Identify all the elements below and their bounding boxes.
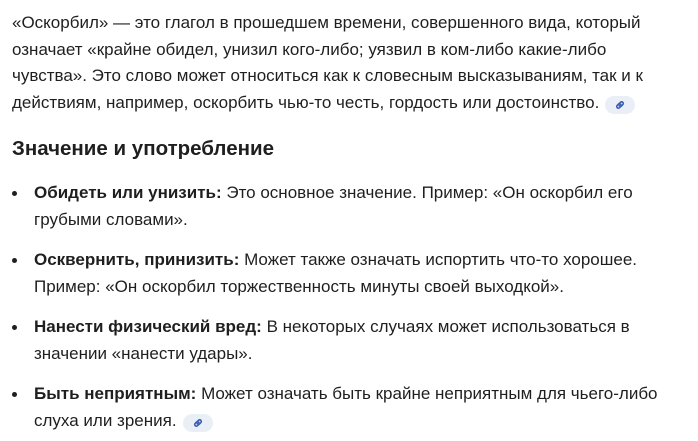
list-item [12, 381, 684, 434]
link-icon [192, 417, 204, 429]
source-link-button[interactable] [605, 96, 635, 114]
item-text: В некоторых случаях может использоваться в значении «нанести удары». [34, 317, 630, 363]
meaning-list [12, 180, 684, 434]
section-heading: Значение и употребление [12, 137, 274, 160]
list-item [12, 314, 684, 367]
item-term: Быть неприятным: [34, 384, 197, 403]
link-icon [614, 99, 626, 111]
item-term: Обидеть или унизить: [34, 183, 222, 202]
intro-paragraph [12, 10, 684, 116]
item-text: Может означать быть крайне неприятным для чьего-либо слуха или зрения. [34, 384, 658, 430]
item-term: Нанести физический вред: [34, 317, 262, 336]
bullet-dot [12, 392, 17, 397]
bullet-dot [12, 258, 17, 263]
bullet-dot [12, 191, 17, 196]
list-item [12, 180, 684, 233]
bullet-dot [12, 325, 17, 330]
item-text: Может также означать испортить что-то хорошее. Пример: «Он оскорбил торжественность минуты своей выходкой». [34, 250, 638, 296]
item-text: Это основное значение. Пример: «Он оскорбил его грубыми словами». [34, 183, 633, 229]
source-link-button[interactable] [183, 414, 213, 432]
intro-text: «Оскорбил» — это глагол в прошедшем времени, совершенного вида, который означает «крайне обидел, унизил кого-либо; уязвил в ком-либо какие-либо чувства». Это слово может относиться как к словесным высказываниям, так и к действиям, например, оскорбить чью-то честь, гордость или достоинство. [12, 13, 643, 112]
item-term: Осквернить, принизить: [34, 250, 240, 269]
list-item [12, 247, 684, 300]
